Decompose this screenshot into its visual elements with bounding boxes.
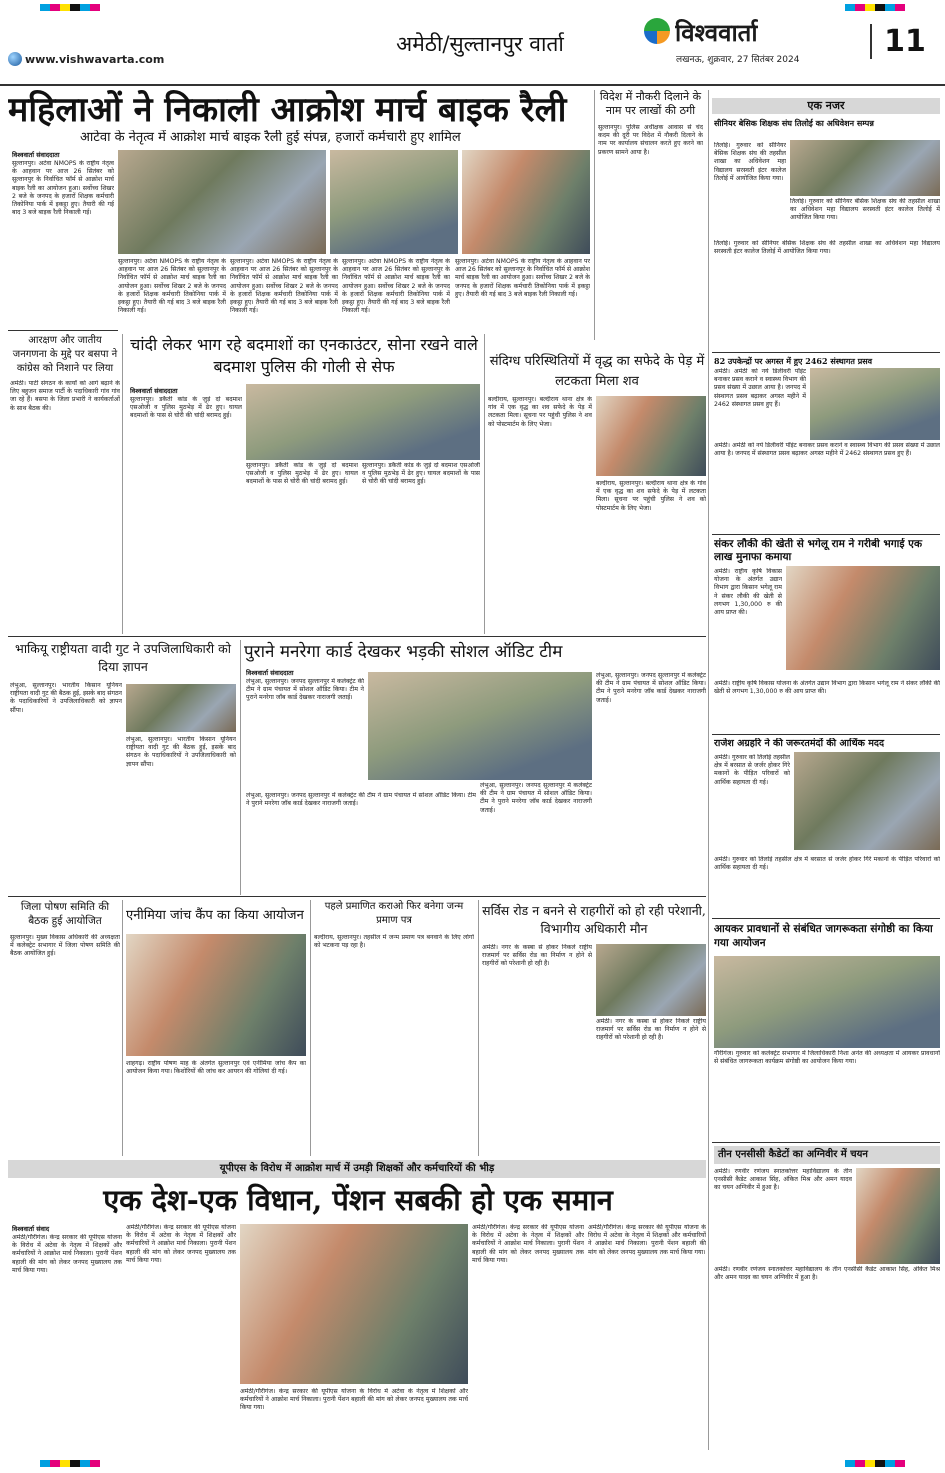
- encounter-body-3: सुल्तानपुर। डकैती कांड के जुड़े दो बदमाश एसओजी व पुलिस मुठभेड़ में ढेर हुए। घायल बदमाशों के पास से चोरी की चांदी बरामद हुई।: [362, 462, 480, 486]
- pension-body-5: अमेठी/गौरीगंज। केन्द्र सरकार की यूपीएस योजना के विरोध में अटेवा के नेतृत्व में शिक्षकों और कर्मचारियों ने आक्रोश मार्च निकाला। पुरानी पेंशन बहाली की मांग को लेकर जनपद मुख्यालय तक मार्च किया गया।: [588, 1224, 706, 1256]
- help-title: राजेश अग्रहरि ने की जरूरतमंदों की आर्थिक मदद: [714, 738, 885, 749]
- tree-headline: संदिग्ध परिस्थितियों में वृद्ध का सफेदे के पेड़ में लटकता मिला शव: [489, 354, 705, 389]
- road-headline: सर्विस रोड न बनने से राहगीरों को हो रही परेशानी, विभागीय अधिकारी मौन: [482, 903, 706, 936]
- mnrega-body: लंभुआ, सुल्तानपुर। जनपद सुल्तानपुर में कलेक्ट्रेट की टीम ने ग्राम पंचायत में सोशल ऑडिट किया। टीम ने पुराने मनरेगा जॉब कार्ड देखकर नाराजगी जताई।: [246, 678, 364, 702]
- gourd-photo: [786, 566, 940, 670]
- lead-body-col2: सुल्तानपुर। अटेवा NMOPS के राष्ट्रीय नेतृत्व के आहवान पर आज 26 सितंबर को सुल्तानपुर के निर्वाचित फॉर्म से आक्रोश मार्च बाइक रैली का आयोजन हुआ। सर्वोच्च शिखर 2 बजे के जनपद के हजारों शिक्षक कर्मचारी तिकोनिया पार्क में इकट्ठा हुए। तैयारी की गई बाद 3 बजे बाइक रैली निकाली गई।: [118, 258, 226, 315]
- help-body-2: अमेठी। गुरुवार को तिलोई तहसील क्षेत्र में बरसात से जर्जर होकर गिरे मकानों के पीड़ित परिवारों को आर्थिक सहायता दी गई।: [714, 856, 940, 872]
- bsp-body: अमेठी। पार्टी संगठन के कार्यों को आगे बढ़ाने के लिए बहुजन समाज पार्टी के पदाधिकारी गांव गांव जा रहे हैं। बसपा के जिला प्रभारी ने कार्यकर्ताओं के साथ बैठक की।: [10, 380, 120, 412]
- lead-photo-3: [462, 150, 590, 254]
- road-body: अमेठी। नगर के कस्बा से होकर निकले राष्ट्रीय राजमार्ग पर सर्विस रोड का निर्माण न होने से राहगीरों को परेशानी हो रही है।: [482, 944, 592, 968]
- pension-photo: [240, 1224, 468, 1384]
- encounter-photo: [246, 384, 480, 460]
- road-body-2: अमेठी। नगर के कस्बा से होकर निकले राष्ट्रीय राजमार्ग पर सर्विस रोड का निर्माण न होने से राहगीरों को परेशानी हो रही है।: [596, 1018, 706, 1042]
- pension-body: अमेठी/गौरीगंज। केन्द्र सरकार की यूपीएस योजना के विरोध में अटेवा के नेतृत्व में शिक्षकों और कर्मचारियों ने आक्रोश मार्च निकाला। पुरानी पेंशन बहाली की मांग को लेकर जनपद मुख्यालय तक मार्च किया गया।: [12, 1234, 122, 1274]
- encounter-body-2: सुल्तानपुर। डकैती कांड के जुड़े दो बदमाश एसओजी व पुलिस मुठभेड़ में ढेर हुए। घायल बदमाशों के पास से चोरी की चांदी बरामद हुई।: [246, 462, 358, 486]
- encounter-byline: विश्ववार्ता संवाददाता: [130, 387, 178, 395]
- help-photo: [794, 752, 940, 850]
- lead-body-col4: सुल्तानपुर। अटेवा NMOPS के राष्ट्रीय नेतृत्व के आहवान पर आज 26 सितंबर को सुल्तानपुर के निर्वाचित फॉर्म से आक्रोश मार्च बाइक रैली का आयोजन हुआ। सर्वोच्च शिखर 2 बजे के जनपद के हजारों शिक्षक कर्मचारी तिकोनिया पार्क में इकट्ठा हुए। तैयारी की गई बाद 3 बजे बाइक रैली निकाली गई।: [342, 258, 450, 315]
- fraud-headline: विदेश में नौकरी दिलाने के नाम पर लाखों की ठगी: [599, 90, 702, 117]
- lead-body-col3: सुल्तानपुर। अटेवा NMOPS के राष्ट्रीय नेतृत्व के आहवान पर आज 26 सितंबर को सुल्तानपुर के निर्वाचित फॉर्म से आक्रोश मार्च बाइक रैली का आयोजन हुआ। सर्वोच्च शिखर 2 बजे के जनपद के हजारों शिक्षक कर्मचारी तिकोनिया पार्क में इकट्ठा हुए। तैयारी की गई बाद 3 बजे बाइक रैली निकाली गई।: [230, 258, 338, 315]
- lead-photo-2: [330, 150, 458, 254]
- pension-byline: विश्ववार्ता संवाद: [12, 1225, 50, 1233]
- poshan-headline: जिला पोषण समिति की बैठक हुई आयोजित: [20, 901, 110, 927]
- anemia-photo: [126, 934, 306, 1056]
- pension-kicker: यूपीएस के विरोध में आक्रोश मार्च में उमड़ी शिक्षकों और कर्मचारियों की भीड़: [8, 1160, 706, 1178]
- pension-body-2: अमेठी/गौरीगंज। केन्द्र सरकार की यूपीएस योजना के विरोध में अटेवा के नेतृत्व में शिक्षकों और कर्मचारियों ने आक्रोश मार्च निकाला। पुरानी पेंशन बहाली की मांग को लेकर जनपद मुख्यालय तक मार्च किया गया।: [126, 1224, 236, 1264]
- ncc-body: अमेठी। रणवीर रणंजय स्नातकोत्तर महाविद्यालय के तीन एनसीसी कैडेट आकाश सिंह, अंकित मिश्र और अमन यादव का चयन अग्निवीर में हुआ है।: [714, 1168, 852, 1192]
- teacher-conference-body: तिलोई। गुरुवार को सीनियर बेसिक शिक्षक संघ की तहसील शाखा का अधिवेशन महा विद्यालय सरस्वती इंटर कालेज तिलोई में आयोजित किया गया।: [714, 142, 786, 182]
- pension-body-3: अमेठी/गौरीगंज। केन्द्र सरकार की यूपीएस योजना के विरोध में अटेवा के नेतृत्व में शिक्षकों और कर्मचारियों ने आक्रोश मार्च निकाला। पुरानी पेंशन बहाली की मांग को लेकर जनपद मुख्यालय तक मार्च किया गया।: [240, 1388, 468, 1412]
- bku-photo: [126, 684, 236, 732]
- delivery-body-2: अमेठी। अमेठी को नये डिलीवरी पॉइंट बनाकर प्रसव कराने व स्वास्थ्य विभाग की प्रसव संख्या में उछाल आया है। जनपद में संस्थागत प्रसव बढ़ाकर अगस्त महीने में 2462 संस्थागत प्रसव हुए हैं।: [714, 442, 940, 458]
- mnrega-body-2: लंभुआ, सुल्तानपुर। जनपद सुल्तानपुर में कलेक्ट्रेट की टीम ने ग्राम पंचायत में सोशल ऑडिट किया। टीम ने पुराने मनरेगा जॉब कार्ड देखकर नाराजगी जताई।: [596, 672, 706, 704]
- teacher-conference-body-3: तिलोई। गुरुवार को सीनियर बेसिक शिक्षक संघ की तहसील शाखा का अधिवेशन महा विद्यालय सरस्वती इंटर कालेज तिलोई में आयोजित किया गया।: [714, 240, 940, 256]
- globe-icon: [8, 52, 22, 66]
- bku-body-2: लंभुआ, सुल्तानपुर। भारतीय किसान यूनियन राष्ट्रीयता वादी गुट की बैठक हुई, इसके बाद संगठन के पदाधिकारियों ने उपजिलाधिकारी को ज्ञापन सौंपा।: [126, 736, 236, 768]
- pension-headline: एक देश-एक विधान, पेंशन सबकी हो एक समान: [103, 1183, 613, 1217]
- anemia-headline: एनीमिया जांच कैंप का किया आयोजन: [126, 908, 304, 923]
- gourd-title: संकर लौकी की खेती से भगेलू राम ने गरीबी भगाई एक लाख मुनाफा कमाया: [714, 538, 923, 563]
- encounter-headline: चांदी लेकर भाग रहे बदमाशों का एनकाउंटर, सोना रखने वाले बदमाश पुलिस की गोली से सेफ: [130, 335, 478, 376]
- lead-body: सुल्तानपुर। अटेवा NMOPS के राष्ट्रीय नेतृत्व के आहवान पर आज 26 सितंबर को सुल्तानपुर के निर्वाचित फॉर्म से आक्रोश मार्च बाइक रैली का आयोजन हुआ। सर्वोच्च शिखर 2 बजे के जनपद के हजारों शिक्षक कर्मचारी तिकोनिया पार्क में इकट्ठा हुए। तैयारी की गई बाद 3 बजे बाइक रैली निकाली गई।: [12, 160, 114, 217]
- section-title: अमेठी/सुल्तानपुर वार्ता: [396, 32, 564, 56]
- tree-body-2: बल्दीराय, सुल्तानपुर। बल्दीराय थाना क्षेत्र के गांव में एक वृद्ध का शव सफेदे के पेड़ में लटकता मिला। सूचना पर पहुंची पुलिस ने शव को पोस्टमार्टम के लिए भेजा।: [596, 480, 706, 512]
- teacher-conference-body-2: तिलोई। गुरुवार को सीनियर बेसिक शिक्षक संघ की तहसील शाखा का अधिवेशन महा विद्यालय सरस्वती इंटर कालेज तिलोई में आयोजित किया गया।: [790, 198, 940, 222]
- anemia-body: शाहगढ़। राष्ट्रीय पोषण माह के अंतर्गत सुल्तानपुर एवं एनीमिया जांच कैंप का आयोजन किया गया। किशोरियों की जांच कर आयरन की गोलियां दी गई।: [126, 1060, 306, 1076]
- mnrega-photo: [368, 672, 592, 780]
- gourd-body-2: अमेठी। राष्ट्रीय कृषि विकास योजना के अंतर्गत उद्यान विभाग द्वारा किसान भगेलू राम ने संकर लौकी की खेती से लगभग 1,30,000 रु की आय प्राप्त की।: [714, 680, 940, 696]
- mnrega-byline: विश्ववार्ता संवाददाता: [246, 669, 294, 677]
- birthcert-headline: पहले प्रमाणित कराओ फिर बनेगा जन्म प्रमाण पत्र: [324, 901, 464, 926]
- bku-body: लंभुआ, सुल्तानपुर। भारतीय किसान यूनियन राष्ट्रीयता वादी गुट की बैठक हुई, इसके बाद संगठन के पदाधिकारियों ने उपजिलाधिकारी को ज्ञापन सौंपा।: [10, 682, 122, 714]
- tree-photo: [596, 396, 706, 476]
- masthead: [0, 12, 945, 82]
- delivery-photo: [810, 368, 940, 440]
- pension-body-4: अमेठी/गौरीगंज। केन्द्र सरकार की यूपीएस योजना के विरोध में अटेवा के नेतृत्व में शिक्षकों और कर्मचारियों ने आक्रोश मार्च निकाला। पुरानी पेंशन बहाली की मांग को लेकर जनपद मुख्यालय तक मार्च किया गया।: [472, 1224, 584, 1264]
- fraud-body: सुल्तानपुर। पुलिस अधीक्षक आवास से चंद कदम की दूरी पर विदेश में नौकरी दिलाने के नाम पर कार्यालय संचालन करते हुए करने का प्रकरण सामने आया है।: [598, 124, 703, 156]
- brand-logo-icon: [644, 18, 670, 44]
- mnrega-headline: पुराने मनरेगा कार्ड देखकर भड़की सोशल ऑडिट टीम: [244, 642, 563, 662]
- lead-photo: [118, 150, 326, 254]
- tax-photo: [714, 956, 940, 1048]
- gourd-body: अमेठी। राष्ट्रीय कृषि विकास योजना के अंतर्गत उद्यान विभाग द्वारा किसान भगेलू राम ने संकर लौकी की खेती से लगभग 1,30,000 रु की आय प्राप्त की।: [714, 568, 782, 617]
- mnrega-body-3: लंभुआ, सुल्तानपुर। जनपद सुल्तानपुर में कलेक्ट्रेट की टीम ने ग्राम पंचायत में सोशल ऑडिट किया। टीम ने पुराने मनरेगा जॉब कार्ड देखकर नाराजगी जताई।: [246, 792, 476, 808]
- mnrega-body-4: लंभुआ, सुल्तानपुर। जनपद सुल्तानपुर में कलेक्ट्रेट की टीम ने ग्राम पंचायत में सोशल ऑडिट किया। टीम ने पुराने मनरेगा जॉब कार्ड देखकर नाराजगी जताई।: [480, 782, 592, 814]
- lead-subhead: आटेवा के नेतृत्व में आक्रोश मार्च बाइक रैली हुई संपन्न, हजारों कर्मचारी हुए शामिल: [80, 130, 461, 145]
- road-photo: [596, 944, 706, 1016]
- dateline: लखनऊ, शुक्रवार, 27 सितंबर 2024: [676, 55, 800, 65]
- ncc-photo: [856, 1168, 940, 1264]
- encounter-body: सुल्तानपुर। डकैती कांड के जुड़े दो बदमाश एसओजी व पुलिस मुठभेड़ में ढेर हुए। घायल बदमाशों के पास से चोरी की चांदी बरामद हुई।: [130, 396, 242, 420]
- lead-body-col5: सुल्तानपुर। अटेवा NMOPS के राष्ट्रीय नेतृत्व के आहवान पर आज 26 सितंबर को सुल्तानपुर के निर्वाचित फॉर्म से आक्रोश मार्च बाइक रैली का आयोजन हुआ। सर्वोच्च शिखर 2 बजे के जनपद के हजारों शिक्षक कर्मचारी तिकोनिया पार्क में इकट्ठा हुए। तैयारी की गई बाद 3 बजे बाइक रैली निकाली गई।: [455, 258, 590, 298]
- ncc-title: तीन एनसीसी कैडेटों का अग्निवीर में चयन: [714, 1146, 940, 1164]
- teacher-conference-photo: [790, 140, 940, 196]
- ncc-body-2: अमेठी। रणवीर रणंजय स्नातकोत्तर महाविद्यालय के तीन एनसीसी कैडेट आकाश सिंह, अंकित मिश्र और अमन यादव का चयन अग्निवीर में हुआ है।: [714, 1266, 940, 1282]
- website-link[interactable]: www.vishwavarta.com: [25, 53, 165, 66]
- delivery-title: 82 उपकेन्द्रों पर अगस्त में हुए 2462 संस्थागत प्रसव: [714, 356, 873, 366]
- bsp-headline: आरक्षण और जातीय जनगणना के मुद्दे पर बसपा ने कांग्रेस को निशाने पर लिया: [12, 335, 118, 374]
- brand-name: विश्ववार्ता: [675, 18, 758, 47]
- bku-headline: भाकियू राष्ट्रीयता वादी गुट ने उपजिलाधिकारी को दिया ज्ञापन: [15, 641, 231, 674]
- ek-nazar-badge: एक नजर: [712, 98, 940, 114]
- lead-headline: महिलाओं ने निकाली आक्रोश मार्च बाइक रैली: [8, 90, 567, 130]
- tree-body: बल्दीराय, सुल्तानपुर। बल्दीराय थाना क्षेत्र के गांव में एक वृद्ध का शव सफेदे के पेड़ में लटकता मिला। सूचना पर पहुंची पुलिस ने शव को पोस्टमार्टम के लिए भेजा।: [488, 396, 592, 428]
- poshan-body: सुल्तानपुर। मुख्य विकास अधिकारी की अध्यक्षता में कलेक्ट्रेट सभागार में जिला पोषण समिति की बैठक आयोजित हुई।: [10, 934, 120, 958]
- lead-byline: विश्ववार्ता संवाददाता: [12, 151, 60, 159]
- delivery-body: अमेठी। अमेठी को नये डिलीवरी पॉइंट बनाकर प्रसव कराने व स्वास्थ्य विभाग की प्रसव संख्या में उछाल आया है। जनपद में संस्थागत प्रसव बढ़ाकर अगस्त महीने में 2462 संस्थागत प्रसव हुए हैं।: [714, 368, 806, 408]
- teacher-conference-title: सीनियर बेसिक शिक्षक संघ तिलोई का अधिवेशन सम्पन्न: [714, 118, 874, 128]
- tax-body: गौरीगंज। गुरुवार को कलेक्ट्रेट सभागार में जिलाधिकारी निशा अनंत की अध्यक्षता में आयकर प्रावधानों से संबंधित जागरूकता कार्यक्रम संगोष्ठी का आयोजन किया गया।: [714, 1050, 940, 1066]
- help-body: अमेठी। गुरुवार को तिलोई तहसील क्षेत्र में बरसात से जर्जर होकर गिरे मकानों के पीड़ित परिवारों को आर्थिक सहायता दी गई।: [714, 754, 790, 786]
- tax-title: आयकर प्रावधानों से संबंधित जागरूकता संगोष्ठी का किया गया आयोजन: [714, 923, 933, 949]
- page-number: 11: [870, 24, 930, 59]
- birthcert-body: बल्दीराय, सुल्तानपुर। तहसील में जन्म प्रमाण पत्र बनवाने के लिए लोगों को भटकना पड़ रहा है।: [314, 934, 474, 950]
